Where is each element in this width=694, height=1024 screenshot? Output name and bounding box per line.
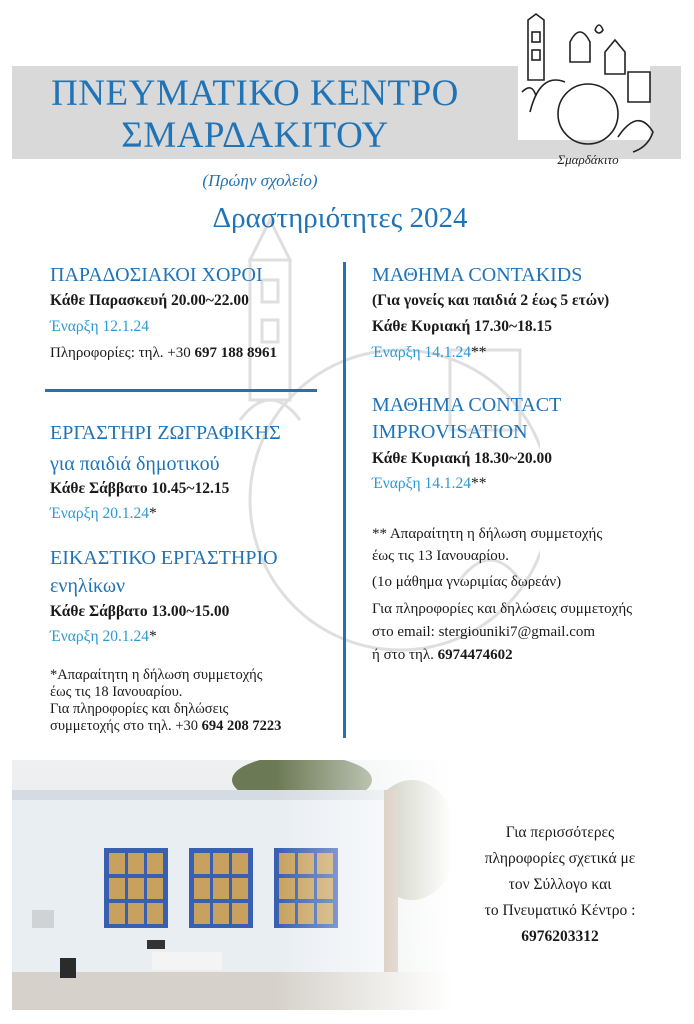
right-note-line3: (1ο μάθημα γνωριμίας δωρεάν) xyxy=(372,574,562,590)
column-divider xyxy=(343,262,346,738)
footer-phone[interactable]: 6976203312 xyxy=(521,928,599,945)
left-note-line4 xyxy=(50,718,281,735)
contact-title-line2: IMPROVISATION xyxy=(372,421,528,443)
right-note-line6 xyxy=(372,647,513,664)
contact-start xyxy=(372,475,487,493)
footer-line1: Για περισσότερες xyxy=(505,824,615,841)
dances-title: ΠΑΡΑΔΟΣΙΑΚΟΙ ΧΟΡΟΙ xyxy=(50,264,263,286)
contakids-start xyxy=(372,344,487,362)
art-schedule: Κάθε Σάββατο 13.00~15.00 xyxy=(50,603,230,620)
contact-title-line1: ΜΑΘΗΜΑ CONTACT xyxy=(372,394,562,416)
right-note-phone[interactable]: 6974474602 xyxy=(437,647,513,663)
footer-contact xyxy=(450,820,670,950)
right-note-line5[interactable]: στο email: stergiouniki7@gmail.com xyxy=(372,624,596,640)
painting-start-date: Έναρξη 20.1.24 xyxy=(50,505,150,522)
page-title-line2: ΣΜΑΡΔΑΚΙΤΟΥ xyxy=(121,115,389,156)
activities-heading: Δραστηριότητες 2024 xyxy=(212,202,468,234)
contakids-schedule: Κάθε Κυριακή 17.30~18.15 xyxy=(372,318,552,335)
dances-start: Έναρξη 12.1.24 xyxy=(50,318,150,335)
art-start-mark: * xyxy=(149,628,157,645)
art-title-line2: ενηλίκων xyxy=(50,575,126,597)
dances-schedule: Κάθε Παρασκευή 20.00~22.00 xyxy=(50,292,249,309)
contakids-title: ΜΑΘΗΜΑ CONTAKIDS xyxy=(372,264,583,286)
logo-label: Σμαρδάκιτο xyxy=(557,152,619,167)
left-note-line4-prefix: συμμετοχής στο τηλ. +30 xyxy=(50,718,198,734)
left-note-line1: *Απαραίτητη η δήλωση συμμετοχής xyxy=(50,667,263,683)
painting-title-line1: ΕΡΓΑΣΤΗΡΙ ΖΩΓΡΑΦΙΚΗΣ xyxy=(50,422,281,444)
footer-line2: πληροφορίες σχετικά με xyxy=(484,850,636,867)
art-title-line1: ΕΙΚΑΣΤΙΚΟ ΕΡΓΑΣΤΗΡΙΟ xyxy=(50,547,278,569)
village-logo-icon xyxy=(510,12,660,172)
footer-line3: τον Σύλλογο και xyxy=(508,876,612,893)
footer-line4: το Πνευματικό Κέντρο : xyxy=(484,902,636,919)
right-note-line1: ** Απαραίτητη η δήλωση συμμετοχής xyxy=(372,526,603,542)
right-note-line6-prefix: ή στο τηλ. xyxy=(372,647,434,663)
contact-start-mark: ** xyxy=(471,475,487,492)
page-title-line1: ΠΝΕΥΜΑΤΙΚΟ ΚΕΝΤΡΟ xyxy=(51,73,459,114)
left-note-line2: έως τις 18 Ιανουαρίου. xyxy=(50,684,183,700)
painting-start-mark: * xyxy=(149,505,157,522)
dances-info-label: Πληροφορίες: τηλ. +30 xyxy=(50,345,191,361)
dances-info-phone[interactable]: 697 188 8961 xyxy=(194,345,277,361)
art-start-date: Έναρξη 20.1.24 xyxy=(50,628,150,645)
left-divider xyxy=(45,389,317,392)
subtitle: (Πρώην σχολείο) xyxy=(202,171,318,190)
contakids-start-mark: ** xyxy=(471,344,487,361)
painting-start xyxy=(50,505,157,523)
painting-schedule: Κάθε Σάββατο 10.45~12.15 xyxy=(50,480,230,497)
contakids-start-date: Έναρξη 14.1.24 xyxy=(372,344,472,361)
building-photo xyxy=(12,760,452,1010)
left-note-line3: Για πληροφορίες και δηλώσεις xyxy=(50,701,229,717)
right-note-line2: έως τις 13 Ιανουαρίου. xyxy=(372,548,509,564)
art-start xyxy=(50,628,157,646)
contakids-subtitle: (Για γονείς και παιδιά 2 έως 5 ετών) xyxy=(372,292,610,309)
painting-title-line2: για παιδιά δημοτικού xyxy=(50,453,220,475)
contact-start-date: Έναρξη 14.1.24 xyxy=(372,475,472,492)
left-note-phone[interactable]: 694 208 7223 xyxy=(201,718,282,734)
right-note-line4: Για πληροφορίες και δηλώσεις συμμετοχής xyxy=(372,601,633,617)
dances-info xyxy=(50,345,277,362)
contact-schedule: Κάθε Κυριακή 18.30~20.00 xyxy=(372,450,552,467)
